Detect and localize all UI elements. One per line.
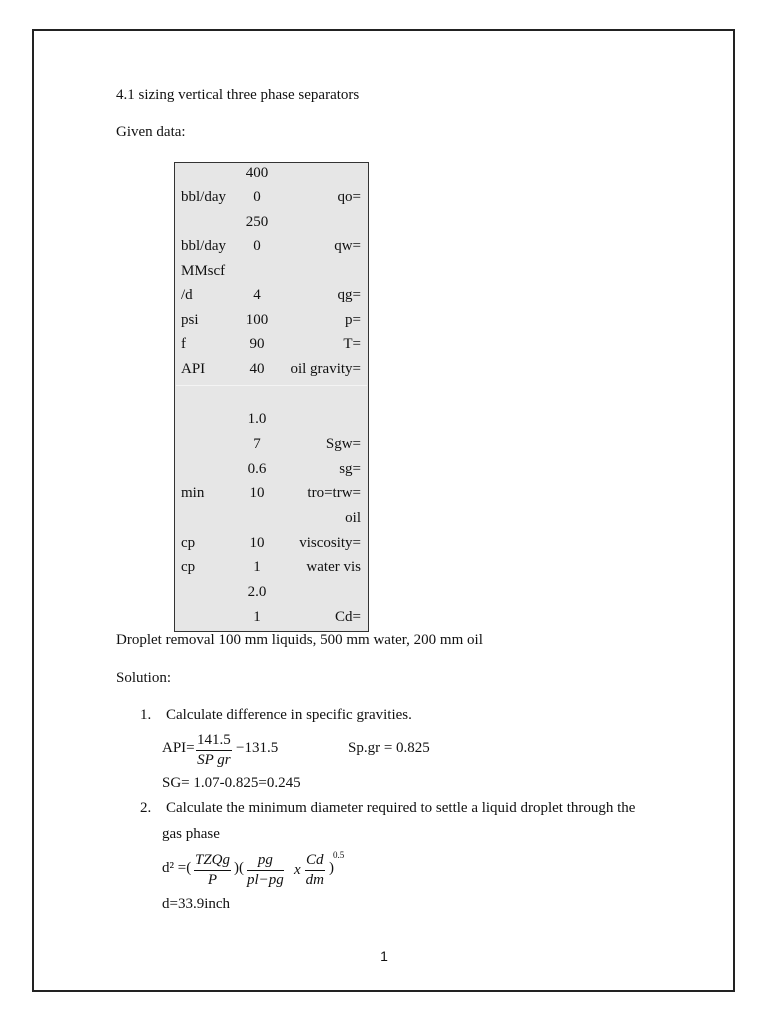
dm-denominator: dm bbox=[305, 872, 324, 888]
api-numerator: 141.5 bbox=[196, 732, 232, 751]
given-data-label: Given data: bbox=[116, 124, 186, 140]
given-row-8-unit: f bbox=[181, 336, 186, 352]
given-data-table bbox=[174, 162, 369, 632]
given-row-4-value: 0 bbox=[253, 238, 261, 254]
given-row-15-label: viscosity= bbox=[299, 535, 361, 551]
given-row-4-unit: bbl/day bbox=[181, 238, 226, 254]
fraction-pg-pl-pg bbox=[247, 852, 284, 889]
given-row-3-value: 250 bbox=[245, 214, 269, 230]
given-row-6-label: qg= bbox=[337, 287, 361, 303]
given-row-7-label: p= bbox=[345, 312, 361, 328]
given-row-2-value: 0 bbox=[253, 189, 261, 205]
diameter-result: d=33.9inch bbox=[162, 896, 231, 912]
given-row-12-label: sg= bbox=[339, 461, 361, 477]
paren-close: ) bbox=[329, 860, 334, 876]
given-row-1-value: 400 bbox=[245, 165, 269, 181]
api-fraction bbox=[196, 732, 232, 769]
given-row-18-value: 1 bbox=[253, 609, 261, 625]
page-number: 1 bbox=[380, 948, 388, 964]
cd-numerator: Cd bbox=[305, 852, 325, 871]
given-row-9-label: oil gravity= bbox=[290, 361, 361, 377]
given-row-13-unit: min bbox=[181, 485, 205, 501]
given-row-12-value: 0.6 bbox=[247, 461, 267, 477]
exponent: 0.5 bbox=[333, 850, 345, 860]
page-border bbox=[32, 29, 735, 992]
solution-label: Solution: bbox=[116, 670, 172, 686]
step-2-text: Calculate the minimum diameter required to settle a liquid droplet through the bbox=[166, 800, 636, 816]
step-2-number: 2. bbox=[140, 800, 152, 816]
given-row-8-label: T= bbox=[343, 336, 361, 352]
given-row-13-value: 10 bbox=[249, 485, 265, 501]
given-row-9-unit: API bbox=[181, 361, 206, 377]
step-1-text: Calculate difference in specific gravities. bbox=[166, 707, 412, 723]
tzqg-numerator: TZQg bbox=[194, 852, 231, 871]
given-row-8-value: 90 bbox=[249, 336, 265, 352]
step-2-text-continued: gas phase bbox=[162, 826, 220, 842]
table-divider bbox=[176, 385, 367, 386]
paren-mid: )( bbox=[234, 860, 244, 876]
given-row-16-label: water vis bbox=[306, 559, 361, 575]
fraction-cd-dm bbox=[305, 852, 325, 889]
given-row-15-unit: cp bbox=[181, 535, 196, 551]
p-denominator: P bbox=[207, 872, 218, 888]
given-row-2-label: qo= bbox=[337, 189, 361, 205]
given-row-2-unit: bbl/day bbox=[181, 189, 226, 205]
given-row-6-value: 4 bbox=[253, 287, 261, 303]
given-row-11-label: Sgw= bbox=[325, 436, 361, 452]
given-row-6-unit: /d bbox=[181, 287, 193, 303]
d-squared-lhs: d² =( bbox=[162, 860, 192, 876]
sg-difference-line: SG= 1.07-0.825=0.245 bbox=[162, 775, 301, 791]
given-row-5-unit: MMscf bbox=[181, 263, 226, 279]
api-prefix: API= bbox=[162, 740, 195, 756]
given-row-17-value: 2.0 bbox=[247, 584, 267, 600]
fraction-tzqg-p bbox=[194, 852, 231, 889]
given-row-7-unit: psi bbox=[181, 312, 199, 328]
given-row-11-value: 7 bbox=[253, 436, 261, 452]
multiply-x: x bbox=[294, 862, 301, 878]
given-row-4-label: qw= bbox=[334, 238, 361, 254]
given-row-14-label: oil bbox=[345, 510, 361, 526]
api-suffix: −131.5 bbox=[236, 740, 279, 756]
given-row-7-value: 100 bbox=[245, 312, 269, 328]
given-row-16-value: 1 bbox=[253, 559, 261, 575]
step-1-number: 1. bbox=[140, 707, 152, 723]
section-title: 4.1 sizing vertical three phase separators bbox=[116, 87, 360, 103]
pg-numerator: pg bbox=[247, 852, 284, 871]
api-denominator: SP gr bbox=[197, 752, 231, 768]
given-row-16-unit: cp bbox=[181, 559, 196, 575]
given-row-15-value: 10 bbox=[249, 535, 265, 551]
given-row-18-label: Cd= bbox=[335, 609, 361, 625]
specific-gravity-value: Sp.gr = 0.825 bbox=[348, 740, 430, 756]
droplet-removal-text: Droplet removal 100 mm liquids, 500 mm water, 200 mm oil bbox=[116, 632, 483, 648]
given-row-10-value: 1.0 bbox=[247, 411, 267, 427]
given-row-9-value: 40 bbox=[249, 361, 265, 377]
pl-pg-denominator: pl−pg bbox=[247, 872, 284, 888]
given-row-13-label: tro=trw= bbox=[307, 485, 361, 501]
